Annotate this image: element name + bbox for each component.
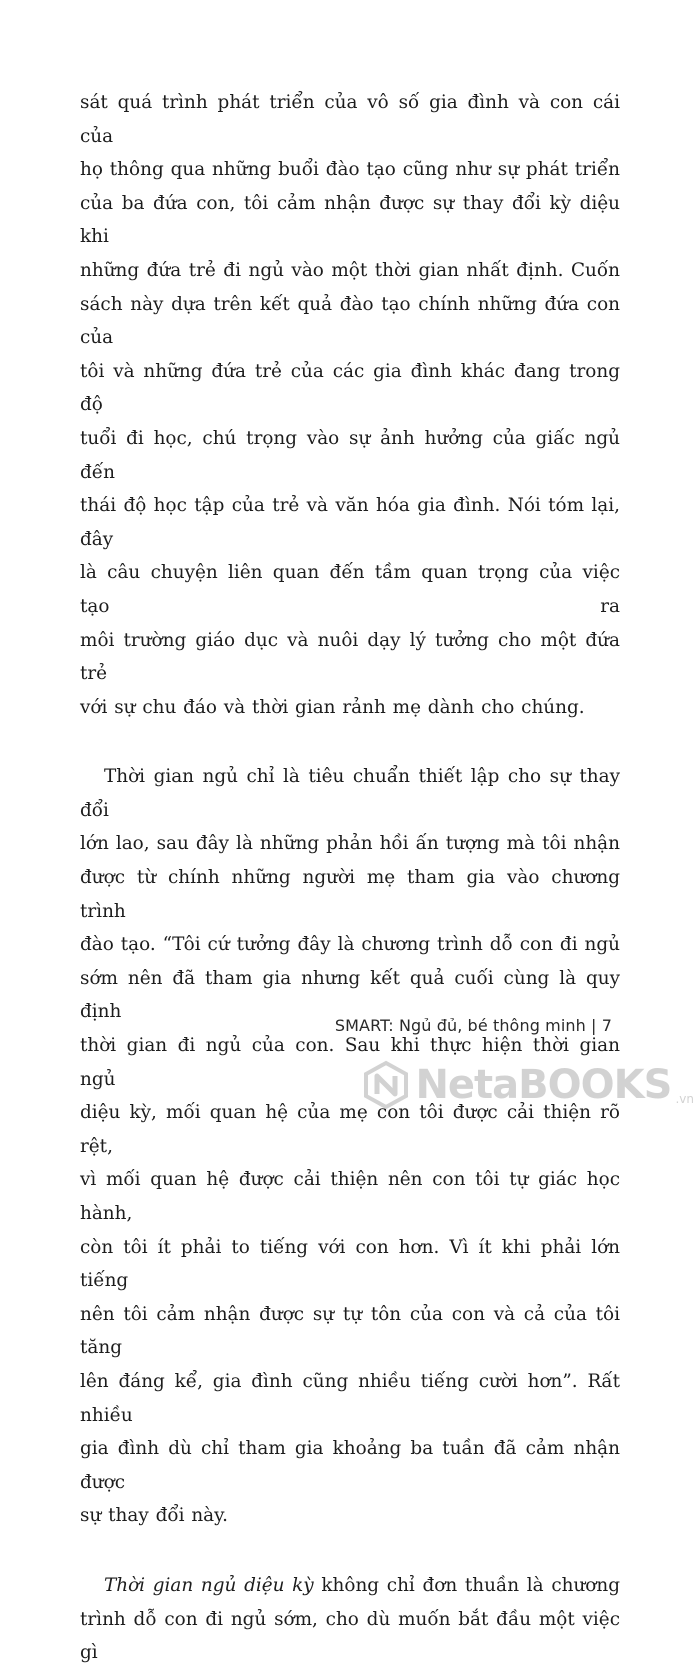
text-line: Thời gian ngủ chỉ là tiêu chuẩn thiết lập cho sự thay đổi (80, 766, 620, 821)
text-line: những đứa trẻ đi ngủ vào một thời gian nhất định. Cuốn (80, 259, 620, 281)
text-line: diệu kỳ, mối quan hệ của mẹ con tôi được cải thiện rõ rệt, (80, 1102, 620, 1157)
running-footer: SMART: Ngủ đủ, bé thông minh | 7 (334, 1016, 612, 1035)
text-line: đào tạo. “Tôi cứ tưởng đây là chương trình dỗ con đi ngủ (80, 934, 620, 956)
text-line: môi trường giáo dục và nuôi dạy lý tưởng cho một đứa trẻ (80, 629, 620, 685)
text-line: tuổi đi học, chú trọng vào sự ảnh hưởng của giấc ngủ đến (80, 427, 620, 483)
text-line: lên đáng kể, gia đình cũng nhiều tiếng cười hơn”. Rất nhiều (80, 1370, 620, 1426)
watermark (361, 1060, 694, 1110)
text-fragment: không chỉ đơn thuần là chương (313, 1574, 620, 1596)
text-line: thời gian đi ngủ của con. Sau khi thực hiện thời gian ngủ (80, 1035, 620, 1090)
book-title-italic: Thời gian ngủ diệu kỳ (104, 1574, 314, 1596)
text-line: thái độ học tập của trẻ và văn hóa gia đình. Nói tóm lại, đây (80, 495, 620, 550)
paragraph-1 (80, 86, 620, 724)
neta-logo-icon (361, 1060, 411, 1110)
watermark-suffix: .vn (675, 1092, 694, 1106)
text-line: là câu chuyện liên quan đến tầm quan trọng của việc tạo ra (80, 562, 620, 617)
text-line: được từ chính những người mẹ tham gia vào chương trình (80, 867, 620, 922)
text-line: với sự chu đáo và thời gian rảnh mẹ dành cho chúng. (80, 696, 585, 718)
text-line (80, 1569, 620, 1603)
text-line: lớn lao, sau đây là những phản hồi ấn tượng mà tôi nhận (80, 833, 620, 855)
text-line: sự thay đổi này. (80, 1505, 228, 1527)
text-line: trình dỗ con đi ngủ sớm, cho dù muốn bắt đầu một việc gì (80, 1608, 620, 1664)
text-line: nên tôi cảm nhận được sự tự tôn của con và cả của tôi tăng (80, 1303, 620, 1359)
text-line: họ thông qua những buổi đào tạo cũng như sự phát triển (80, 159, 620, 181)
text-line: sát quá trình phát triển của vô số gia đình và con cái của (80, 92, 620, 147)
watermark-brand: NetaBOOKS (415, 1062, 672, 1108)
text-line: vì mối quan hệ được cải thiện nên con tôi tự giác học hành, (80, 1169, 620, 1224)
paragraph-3 (80, 1569, 620, 1670)
text-line: sớm nên đã tham gia nhưng kết quả cuối cùng là quy định (80, 967, 620, 1023)
text-line: của ba đứa con, tôi cảm nhận được sự thay đổi kỳ diệu khi (80, 192, 620, 248)
text-line: tôi và những đứa trẻ của các gia đình khác đang trong độ (80, 360, 620, 416)
text-line: còn tôi ít phải to tiếng với con hơn. Vì ít khi phải lớn tiếng (80, 1236, 620, 1292)
paragraph-2 (80, 760, 620, 1533)
text-line: sách này dựa trên kết quả đào tạo chính những đứa con của (80, 293, 620, 349)
text-line: gia đình dù chỉ tham gia khoảng ba tuần đã cảm nhận được (80, 1438, 620, 1493)
page-body (80, 86, 620, 1670)
